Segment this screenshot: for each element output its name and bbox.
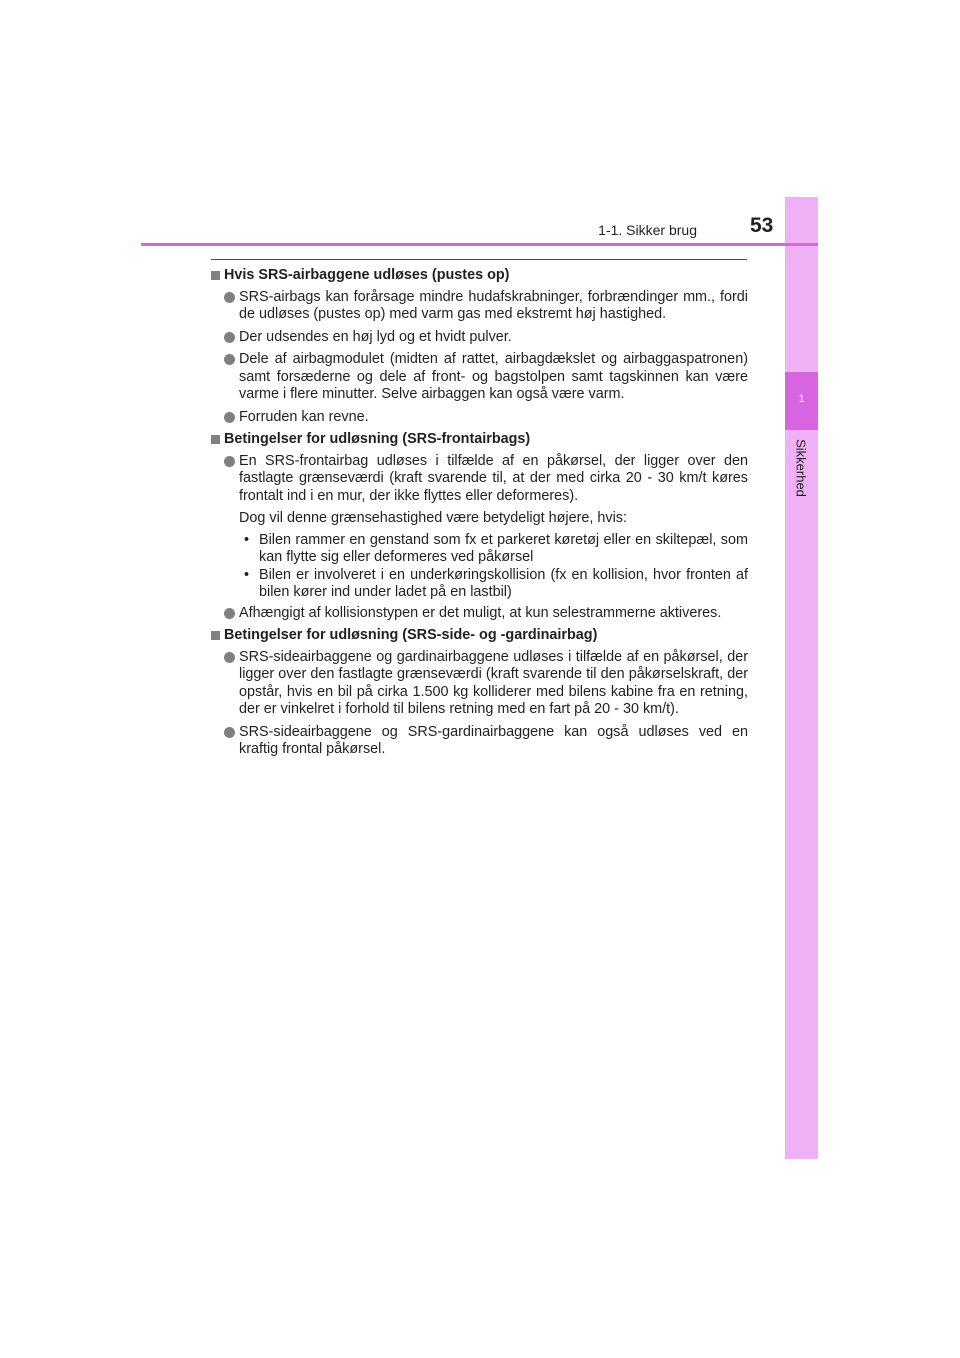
bullet-text: Forruden kan revne. <box>239 408 369 425</box>
bullet-text: SRS-sideairbaggene og gardinairbaggene udløses i tilfælde af en påkørsel, der ligger over den fastlagte grænseværdi (kraft svarende til den påkørselskraft, der opstår, hvis en bil på cirka 1.500 kg kolliderer med bilens kabine fra en retning, der er vinkelret i forhold til bilens retning med en fart på 20 - 30 km/t). <box>239 648 748 717</box>
round-bullet-icon <box>224 412 235 423</box>
round-bullet-icon <box>224 727 235 738</box>
bullet-text: Der udsendes en høj lyd og et hvidt pulver. <box>239 328 512 345</box>
bullet-text: Afhængigt af kollisionstypen er det muligt, at kun selestrammerne aktiveres. <box>239 604 722 621</box>
bullet-item <box>211 649 748 719</box>
round-bullet-icon <box>224 608 235 619</box>
sub-bullet-icon: • <box>244 566 250 583</box>
round-bullet-icon <box>224 292 235 303</box>
page-number: 53 <box>750 214 774 237</box>
bullet-text: En SRS-frontairbag udløses i tilfælde af en påkørsel, der ligger over den fastlagte grænseværdi (kraft svarende til, at der med cirka 20 - 30 km/t køres frontalt ind i en mur, der ikke flyttes eller deformeres). <box>239 452 748 504</box>
bullet-item <box>211 351 748 404</box>
sub-item-text: Bilen rammer en genstand som fx et parkeret køretøj eller en skiltepæl, som kan flytte sig eller deformeres ved påkørsel <box>259 531 748 565</box>
bullet-item <box>211 724 748 759</box>
chapter-number: 1 <box>798 393 805 405</box>
side-tab <box>785 197 818 1159</box>
paragraph: Dog vil denne grænsehastighed være betydeligt højere, hvis: <box>239 510 627 526</box>
round-bullet-icon <box>224 354 235 365</box>
heading-text: Betingelser for udløsning (SRS-side- og -gardinairbag) <box>224 627 598 643</box>
header-rule <box>141 243 818 246</box>
bullet-text: Dele af airbagmodulet (midten af rattet, airbagdækslet og airbaggaspatronen) samt forsæderne og dele af front- og bagstolpen samt tagskinnen kan være varme i flere minutter. Selve airbaggen kan også være varm. <box>239 351 748 402</box>
page-content <box>211 267 748 764</box>
bullet-text: SRS-sideairbaggene og SRS-gardinairbaggene kan også udløses ved en kraftig frontal påkørsel. <box>239 723 748 757</box>
sub-item-text: Bilen er involveret i en underkøringskollision (fx en kollision, hvor fronten af bilen kører ind under ladet på en lastbil) <box>259 566 748 600</box>
section-heading <box>211 431 748 449</box>
sub-item <box>211 532 748 567</box>
bullet-item <box>211 605 748 623</box>
bullet-item <box>211 409 748 427</box>
section-title: 1-1. Sikker brug <box>598 222 697 238</box>
bullet-item <box>211 289 748 324</box>
section-heading <box>211 267 748 285</box>
chapter-label: Sikkerhed <box>793 439 809 497</box>
square-bullet-icon <box>211 631 220 640</box>
heading-text: Hvis SRS-airbaggene udløses (pustes op) <box>224 267 510 283</box>
round-bullet-icon <box>224 456 235 467</box>
sub-list <box>211 532 748 602</box>
content-divider <box>211 259 747 260</box>
square-bullet-icon <box>211 271 220 280</box>
bullet-item <box>211 453 748 506</box>
bullet-item <box>211 329 748 347</box>
square-bullet-icon <box>211 435 220 444</box>
sub-bullet-icon: • <box>244 531 250 548</box>
round-bullet-icon <box>224 652 235 663</box>
sub-item <box>211 567 748 602</box>
round-bullet-icon <box>224 332 235 343</box>
bullet-text: SRS-airbags kan forårsage mindre hudafskrabninger, forbrændinger mm., fordi de udløses (pustes op) med varm gas med ekstremt høj hastighed. <box>239 288 748 322</box>
heading-text: Betingelser for udløsning (SRS-frontairbags) <box>224 431 531 447</box>
section-heading <box>211 627 748 645</box>
